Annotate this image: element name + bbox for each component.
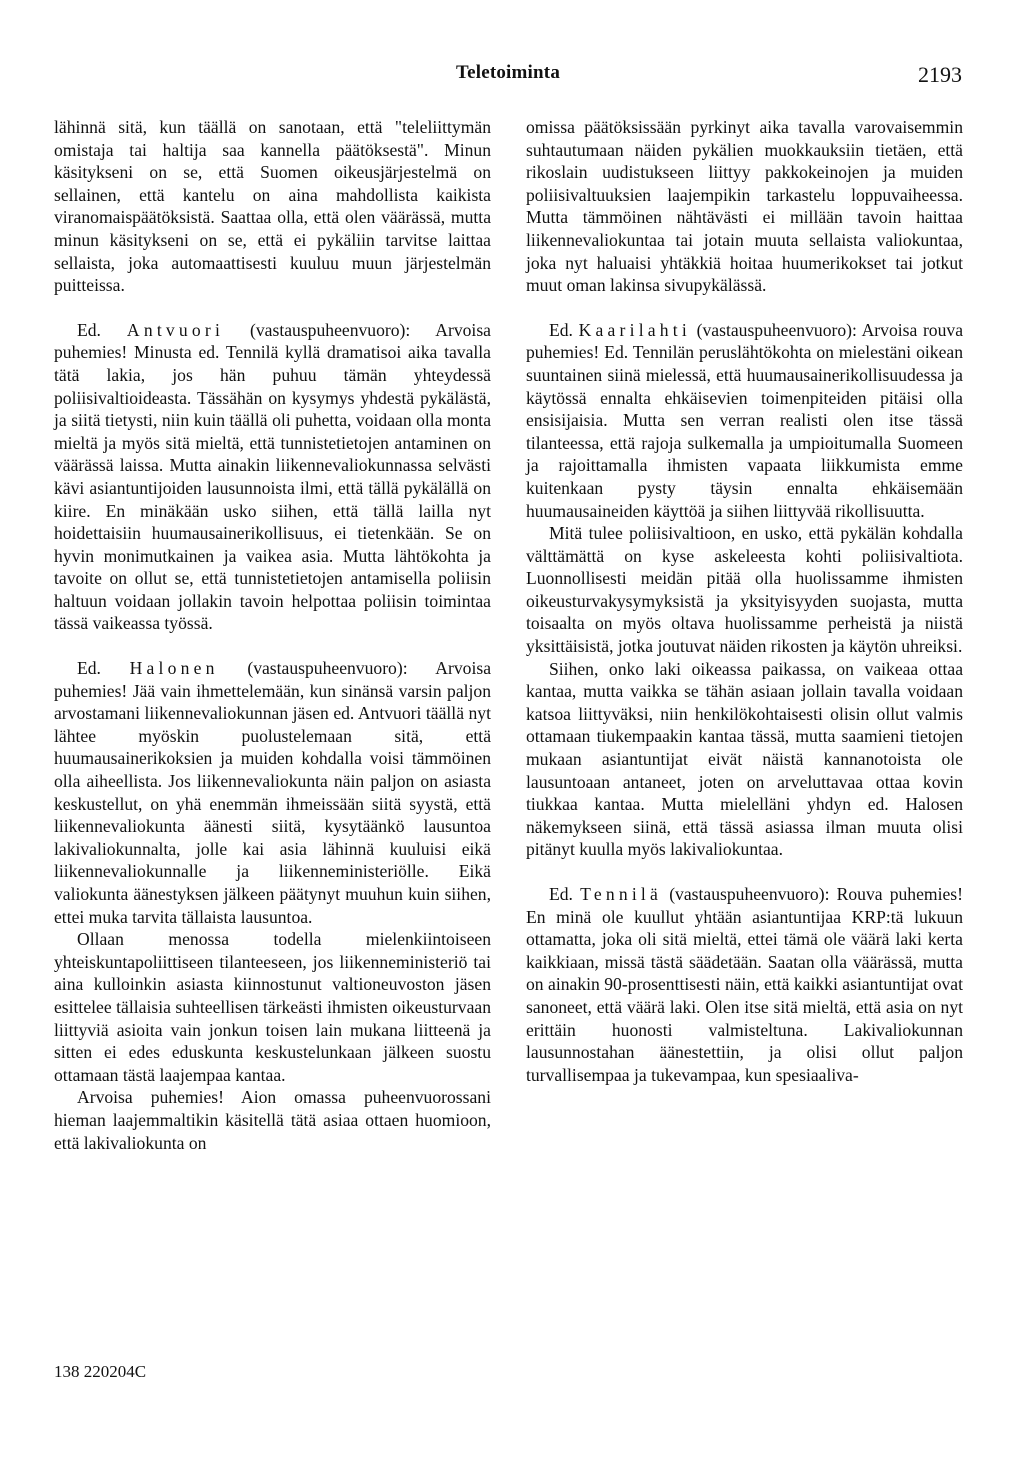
speaker-name: Antvuori bbox=[126, 319, 225, 340]
speaker-prefix: Ed. bbox=[77, 658, 101, 679]
print-footer: 138 220204C bbox=[54, 1362, 147, 1381]
speech-halonen bbox=[54, 657, 491, 928]
speaker-name: Kaarilahti bbox=[578, 319, 691, 340]
speech-kaarilahti bbox=[526, 319, 963, 522]
speaker-prefix: Ed. bbox=[77, 319, 101, 340]
page-number: 2193 bbox=[918, 62, 962, 87]
speech-text: (vastauspuheenvuoro): Arvoisa puhemies! Jää vain ihmettelemään, kun sinänsä varsin paljon arvostamani liikennevaliokunnan jäsen ed. Antvuori täällä nyt lähtee myöskin puolustelemaan sitä, että huumausainerikoksien ja muiden kohdalla voisi tämmöinen olla aiheellista. Jos liikennevaliokunta näin paljon on asiasta keskustellut, on yhä enemmän ihmeissään siitä syystä, että liikennevaliokunta äänesti siitä, kysytäänkö lausuntoa lakivaliokunnalta, jolle kai asia lähinnä kuuluisi eikä liikennevaliokunnalle ja liikenneministeriölle. Eikä valiokunta äänestyksen jälkeen päätynyt muuhun kuin siihen, ettei muka tarvita tällaista lausuntoa. bbox=[54, 658, 492, 927]
paragraph: Ollaan menossa todella mielenkiintoiseen yhteiskuntapoliittiseen tilanteeseen, jos liikenneministeriö tai aina kulloinkin asiasta kiinnostunut valtioneuvoston jäsen esittelee tällaisia suhteellisen tärkeästi ihmisten oikeusturvaan liittyviä asioita vain jonkun toisen lain mukana liitteenä ja sitten ei edes eduskunta keskustelunkaan jälkeen suostu ottamaan tästä laajempaa kantaa. bbox=[54, 929, 491, 1085]
running-header bbox=[54, 62, 962, 92]
speech-antvuori bbox=[54, 319, 491, 635]
speaker-prefix: Ed. bbox=[549, 319, 573, 340]
paragraph: Siihen, onko laki oikeassa paikassa, on vaikeaa ottaa kantaa, mutta vaikka se tähän asiaan jollain tavalla voidaan katsoa liittyväksi, niin henkilökohtaisesti olisin ollut valmis ottamaan tiukempaakin kantaa tässä, mutta saamieni tietojen mukaan asiantuntijat eivät näistä kannanotoista ole lausuntoaan antaneet, joten on arveluttavaa ottaa kovin tiukkaa kantaa. Mutta mielelläni yhdyn ed. Halosen näkemykseen siinä, että tässä asiassa ilman muuta olisi pitänyt kuulla myös lakivaliokuntaa. bbox=[526, 658, 963, 860]
right-column bbox=[526, 116, 963, 1086]
speaker-prefix: Ed. bbox=[549, 884, 573, 904]
paragraph: Mitä tulee poliisivaltioon, en usko, että pykälän kohdalla välttämättä on kyse askeleesta kohti poliisivaltiota. Luonnollisesti meidän pitää olla huolissamme ihmisten oikeusturvakysymyksistä ja yksityisyyden suojasta, mutta toisaalta on myös oltava huolissamme perheistä ja niistä yksittäisistä, jotka joutuvat näiden rikosten ja käytön uhreiksi. bbox=[526, 523, 963, 657]
paragraph: Arvoisa puhemies! Aion omassa puheenvuorossani hieman laajemmaltikin käsitellä tätä asiaa ottaen huomioon, että lakivaliokunta on bbox=[54, 1087, 491, 1153]
speaker-name: Tennilä bbox=[580, 884, 663, 904]
speaker-name: Halonen bbox=[129, 658, 219, 679]
running-title: Teletoiminta bbox=[455, 62, 561, 83]
left-column bbox=[54, 116, 491, 1154]
paragraph-continued: omissa päätöksissään pyrkinyt aika tavalla varovaisemmin suhtautumaan näiden pykälien muokkauksiin tietäen, että rikoslain uudistukseen liittyy pakkokeinojen ja muiden poliisivaltuuksien laajempikin tarkastelu loppuvaiheessa. Mutta tämmöinen nähtävästi ei millään tavoin haittaa liikennevaliokuntaa tai jotain muuta sellaista valiokuntaa, joka nyt haluaisi yhtäkkiä hoitaa huumerikokset tai jotkut muut oman lakinsa sivupykälässä. bbox=[526, 117, 963, 296]
speech-text: (vastauspuheenvuoro): Arvoisa puhemies! Minusta ed. Tennilä kyllä dramatisoi aika tavalla tätä lakia, jos hän puhuu tämän yhteydessä poliisivaltioideasta. Tässähän on kysymys yhdestä pykälästä, ja siitä tietysti, niin kuin täällä oli puhetta, voidaan olla monta mieltä ja myös sitä mieltä, että tunnistetietojen antaminen on väärässä laissa. Mutta ainakin liikennevaliokunnassa selvästi kävi asiantuntijoiden lausunnoista ilmi, että tällä pykälällä on kiire. En minäkään usko siihen, että tällä lailla nyt hoidettaisiin huumausainerikollisuus, ei tietenkään. Se on hyvin monimutkainen ja vaikea asia. Mutta lähtökohta ja tavoite on ollut se, että tunnistetietojen antamisella poliisin haltuun voidaan jollakin tavoin helpottaa poliisin toimintaa tässä vaikeassa työssä. bbox=[54, 319, 491, 634]
speech-tennila bbox=[526, 883, 963, 1086]
speech-text: (vastauspuheenvuoro): Arvoisa rouva puhemies! Ed. Tennilän peruslähtökohta on mielestäni oikean suuntainen siinä mielessä, että huumausainerikollisuudessa ja käytössä ennalta ehkäisevien toimenpiteiden pitäisi olla ensisijaisia. Mutta sen verran realisti olen itse tässä tilanteessa, että rajoja sulkemalla ja umpioitumalla Suomeen ja rajoittamalla ihmisten vapaata liikkumista emme kuitenkaan pysty täysin ennalta ehkäisemään huumausaineiden käyttöä ja siihen liittyvää rikollisuutta. bbox=[526, 319, 964, 521]
paragraph-continued: lähinnä sitä, kun täällä on sanotaan, että "teleliittymän omistaja tai haltija saa kannella päätöksestä". Minun käsitykseni on se, että Suomen oikeusjärjestelmä on sellainen, että kantelu on aina mahdollista kaikista viranomaispäätöksistä. Saattaa olla, että olen väärässä, mutta minun käsitykseni on se, että ei pykäliin tarvitse laittaa sellaista, joka automaattisesti kuuluu muun järjestelmän puitteissa. bbox=[54, 117, 491, 296]
speech-text: (vastauspuheenvuoro): Rouva puhemies! En minä ole kuullut yhtään asiantuntijaa KRP:tä lukuun ottamatta, joka oli sitä mieltä, ettei tämä ole väärä laki kerta kaikkiaan, missä tästä säädetään. Saatan olla väärässä, mutta on ainakin 90-prosenttisesti näin, että kaikki asiantuntijat ovat sanoneet, että väärä laki. Olen itse sitä mieltä, että asia on nyt erittäin huonosti valmisteltuna. Lakivaliokunnan lausunnostahan äänestettiin, ja olisi ollut paljon turvallisempaa ja tukevampaa, kun spesiaaliva- bbox=[526, 884, 963, 1085]
